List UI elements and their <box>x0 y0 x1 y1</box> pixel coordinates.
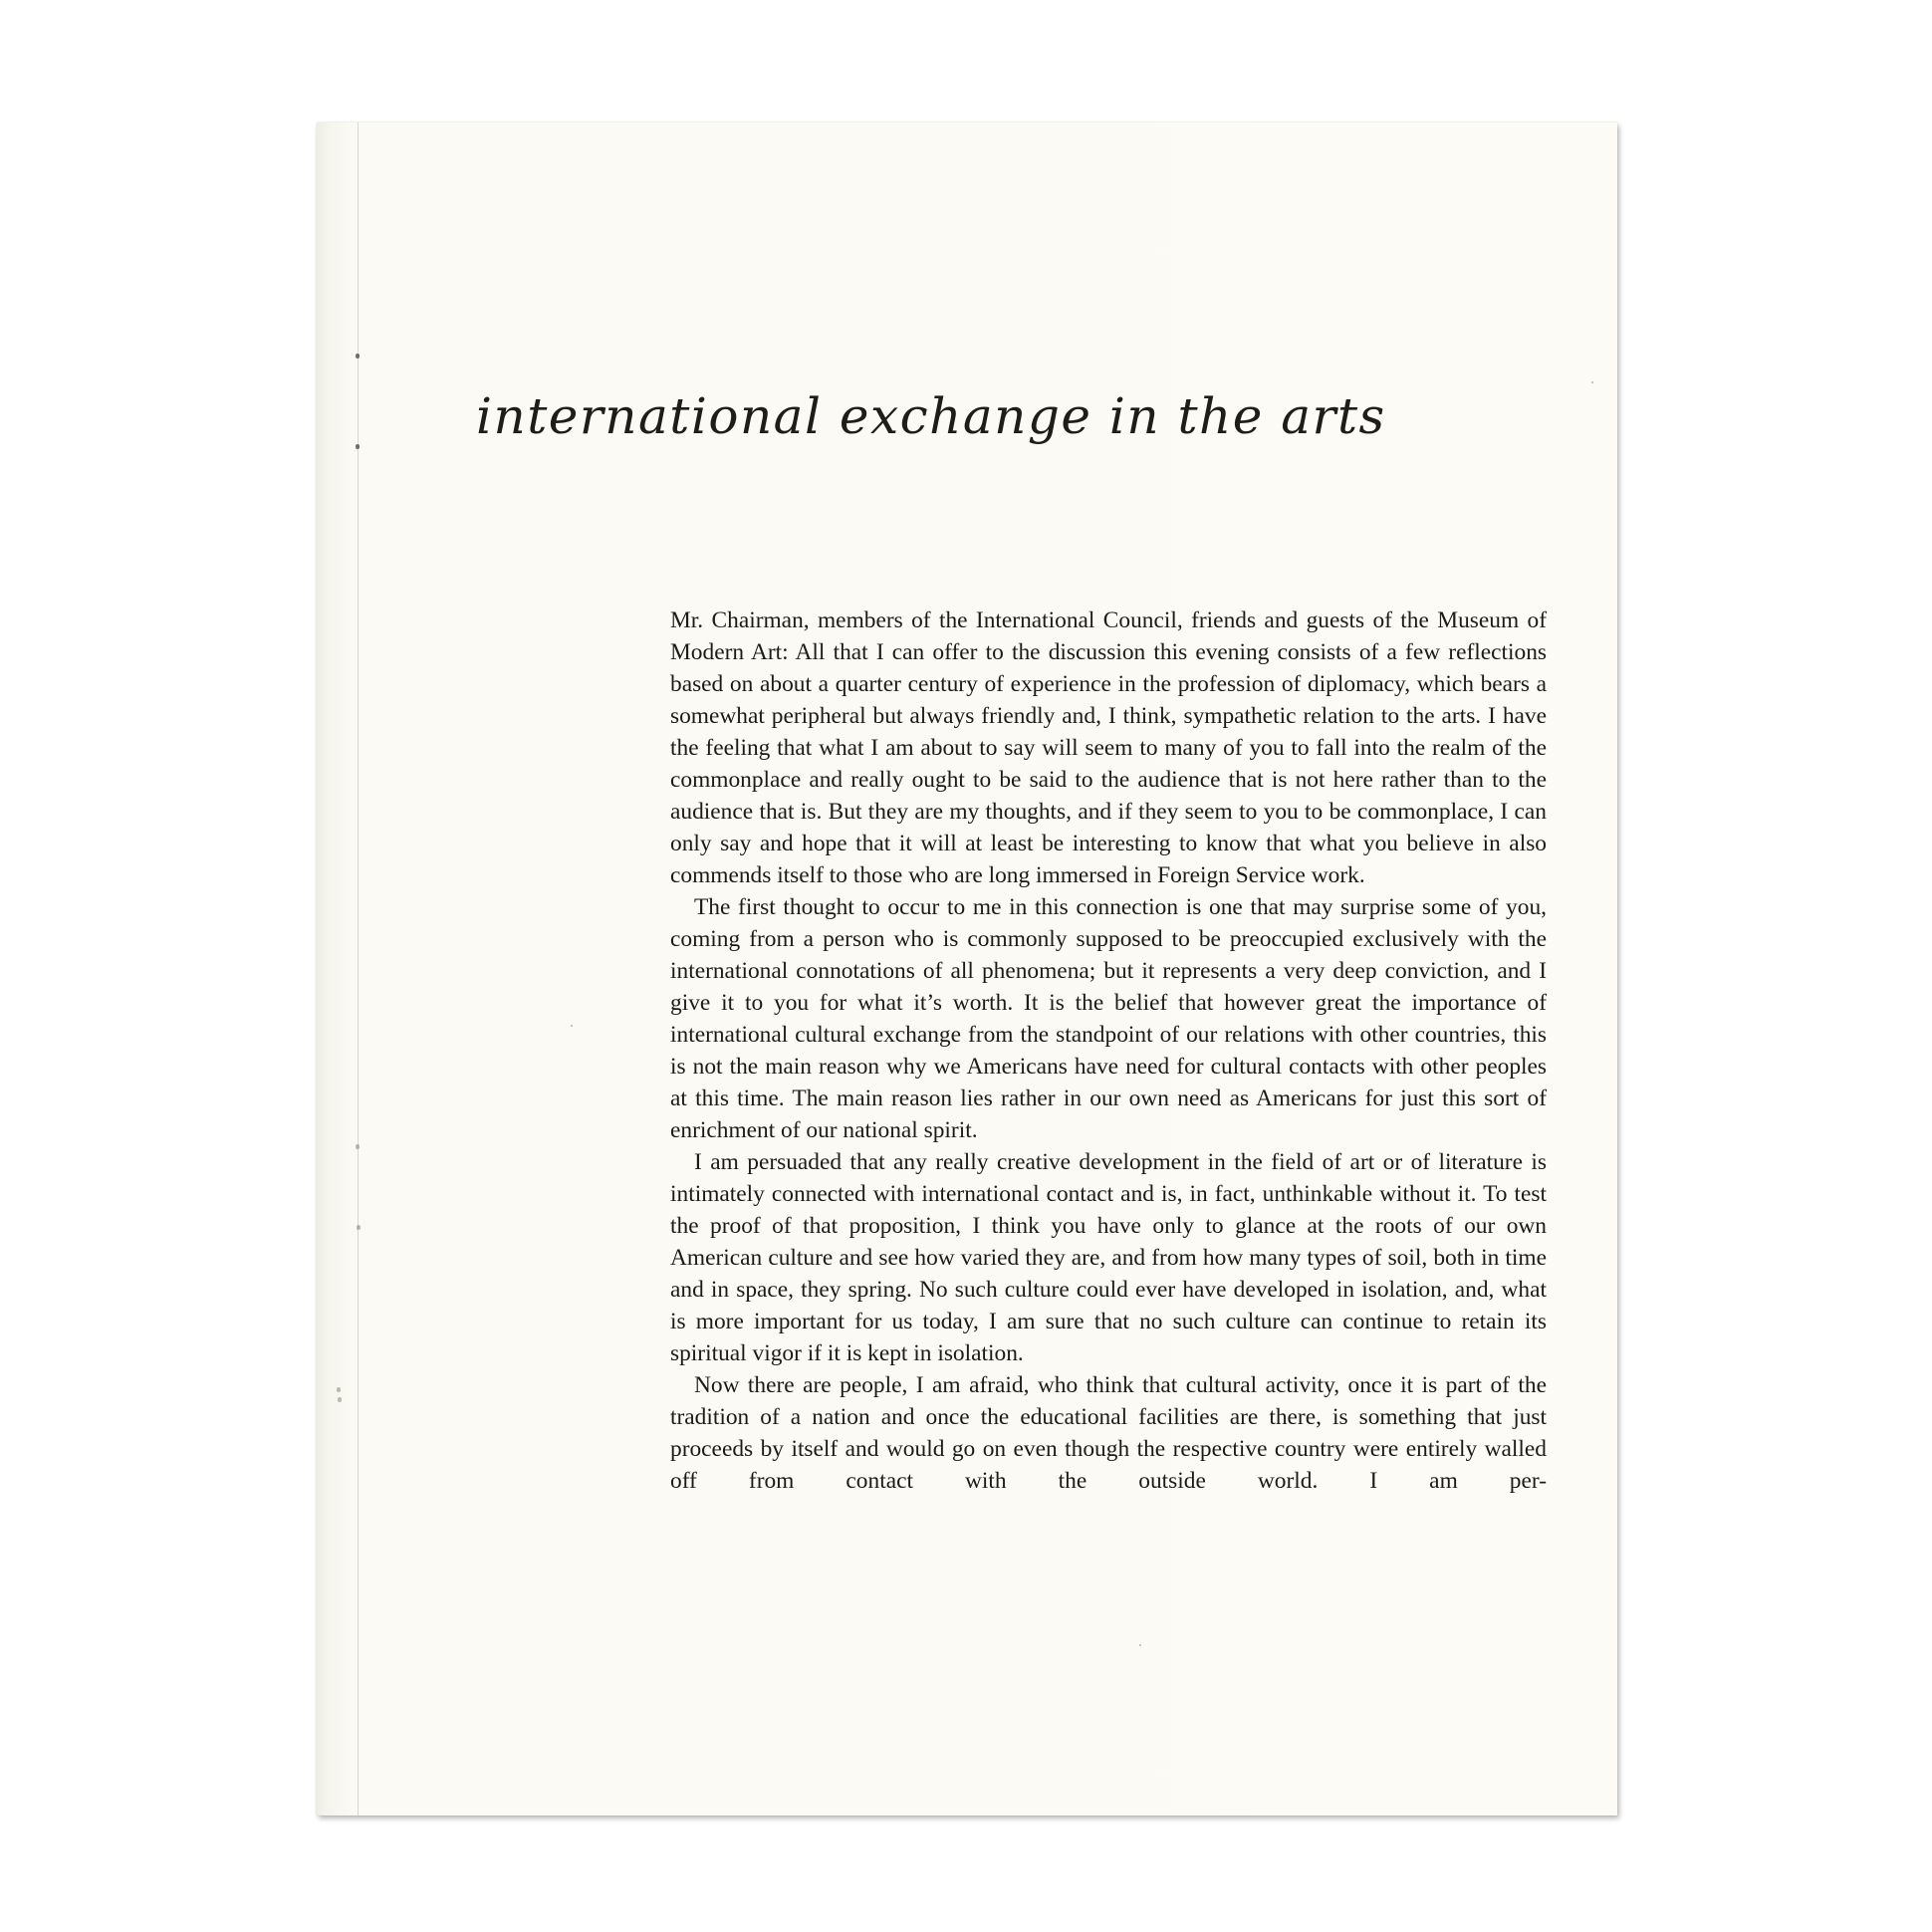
body-text <box>670 604 1547 1497</box>
binding-edge <box>358 122 359 1815</box>
paragraph: Now there are people, I am afraid, who think that cultural activity, once it is part of the tradition of a nation and once the educational facilities are there, is something that just proceeds by itself and would go on even though the respective country were entirely walled off from contact with the outside world. I am per- <box>670 1372 1547 1494</box>
chapter-title: international exchange in the arts <box>476 387 1386 445</box>
paragraph: I am persuaded that any really creative development in the field of art or of literature is intimately connected with international contact and is, in fact, unthinkable without it. To test the proof of that proposition, I think you have only to glance at the roots of our own American culture and see how varied they are, and from how many types of soil, both in time and in space, they spring. No such culture could ever have developed in isolation, and, what is more important for us today, I am sure that no such culture can continue to retain its spiritual vigor if it is kept in isolation. <box>670 1149 1547 1366</box>
paper-speck <box>1139 1644 1141 1646</box>
binding-stitch-mark <box>337 1387 341 1392</box>
binding-stitch-mark <box>357 1225 361 1230</box>
binding-stitch-mark <box>338 1397 342 1402</box>
paper-speck <box>1591 381 1593 383</box>
binding-stitch-mark <box>356 444 360 449</box>
paragraph: The first thought to occur to me in this connection is one that may surprise some of you, coming from a person who is commonly supposed to be preoccupied exclusively with the international connotations of all phenomena; but it represents a very deep conviction, and I give it to you for what it’s worth. It is the belief that however great the importance of international cultural exchange from the standpoint of our relations with other countries, this is not the main reason why we Americans have need for cultural contacts with other peoples at this time. The main reason lies rather in our own need as Americans for just this sort of enrichment of our national spirit. <box>670 894 1547 1143</box>
binding-stitch-mark <box>356 1144 360 1149</box>
book-page <box>317 122 1617 1815</box>
paper-speck <box>571 1025 573 1027</box>
paragraph: Mr. Chairman, members of the International Council, friends and guests of the Museum of Modern Art: All that I can offer to the discussion this evening consists of a few reflections based on about a quarter century of experience in the profession of diplomacy, which bears a somewhat peripheral but always friendly and, I think, sympathetic relation to the arts. I have the feeling that what I am about to say will seem to many of you to fall into the realm of the commonplace and really ought to be said to the audience that is not here rather than to the audience that is. But they are my thoughts, and if they seem to you to be commonplace, I can only say and hope that it will at least be interesting to know that what you believe in also commends itself to those who are long immersed in Foreign Service work. <box>670 607 1547 888</box>
binding-stitch-mark <box>356 354 360 359</box>
